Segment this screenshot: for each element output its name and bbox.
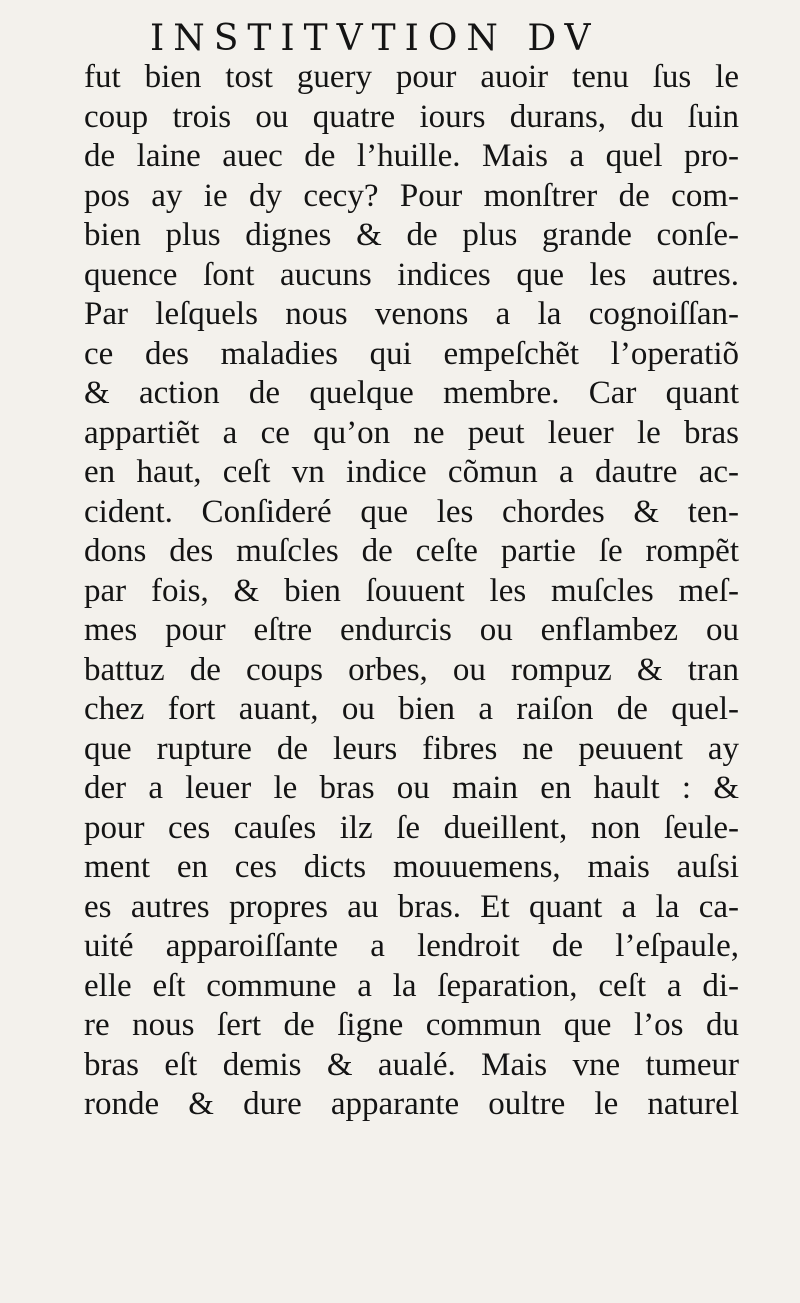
text-line: de laine auec de l’huille. Mais a quel pro- (84, 138, 739, 174)
text-line: cident. Conſideré que les chordes & ten- (84, 493, 739, 530)
text-line: uité apparoiſſante a lendroit de l’eſpaule, (84, 928, 739, 964)
text-line: coup trois ou quatre iours durans, du ſuin (84, 98, 739, 135)
text-line: pour ces cauſes ilz ſe dueillent, non ſeule- (84, 809, 739, 846)
text-line: chez fort auant, ou bien a raiſon de quel- (84, 691, 739, 727)
text-line: bien plus dignes & de plus grande conſe- (84, 217, 739, 253)
text-line: Par leſquels nous venons a la cognoiſſan- (84, 296, 739, 332)
text-line: ce des maladies qui empeſchẽt l’operatiõ (84, 335, 739, 372)
text-line: que rupture de leurs fibres ne peuuent ay (84, 730, 739, 767)
text-line: elle eſt commune a la ſeparation, ceſt a di- (84, 967, 739, 1004)
text-line: es autres propres au bras. Et quant a la ca- (84, 888, 739, 925)
text-line: ronde & dure apparante oultre le naturel (84, 1086, 739, 1122)
text-line: dons des muſcles de ceſte partie ſe rompẽt (84, 533, 739, 569)
text-line: fut bien tost guery pour auoir tenu ſus le (84, 59, 739, 95)
text-line: en haut, ceſt vn indice cõmun a dautre ac- (84, 454, 739, 490)
text-line: quence ſont aucuns indices que les autres. (84, 256, 739, 293)
text-line: mes pour eſtre endurcis ou enflambez ou (84, 612, 739, 648)
running-head: INSTITVTION DV (150, 18, 600, 59)
text-line: pos ay ie dy cecy? Pour monſtrer de com- (84, 177, 739, 214)
body-text (84, 58, 739, 1125)
text-line: re nous ſert de ſigne commun que l’os du (84, 1007, 739, 1043)
text-line: der a leuer le bras ou main en hault : & (84, 770, 739, 806)
text-line: bras eſt demis & aualé. Mais vne tumeur (84, 1046, 739, 1083)
text-line: battuz de coups orbes, ou rompuz & tran (84, 651, 739, 688)
text-line: & action de quelque membre. Car quant (84, 375, 739, 411)
text-line: ment en ces dicts mouuemens, mais auſsi (84, 849, 739, 885)
text-line: par fois, & bien ſouuent les muſcles meſ- (84, 572, 739, 609)
text-line: appartiẽt a ce qu’on ne peut leuer le bras (84, 414, 739, 451)
